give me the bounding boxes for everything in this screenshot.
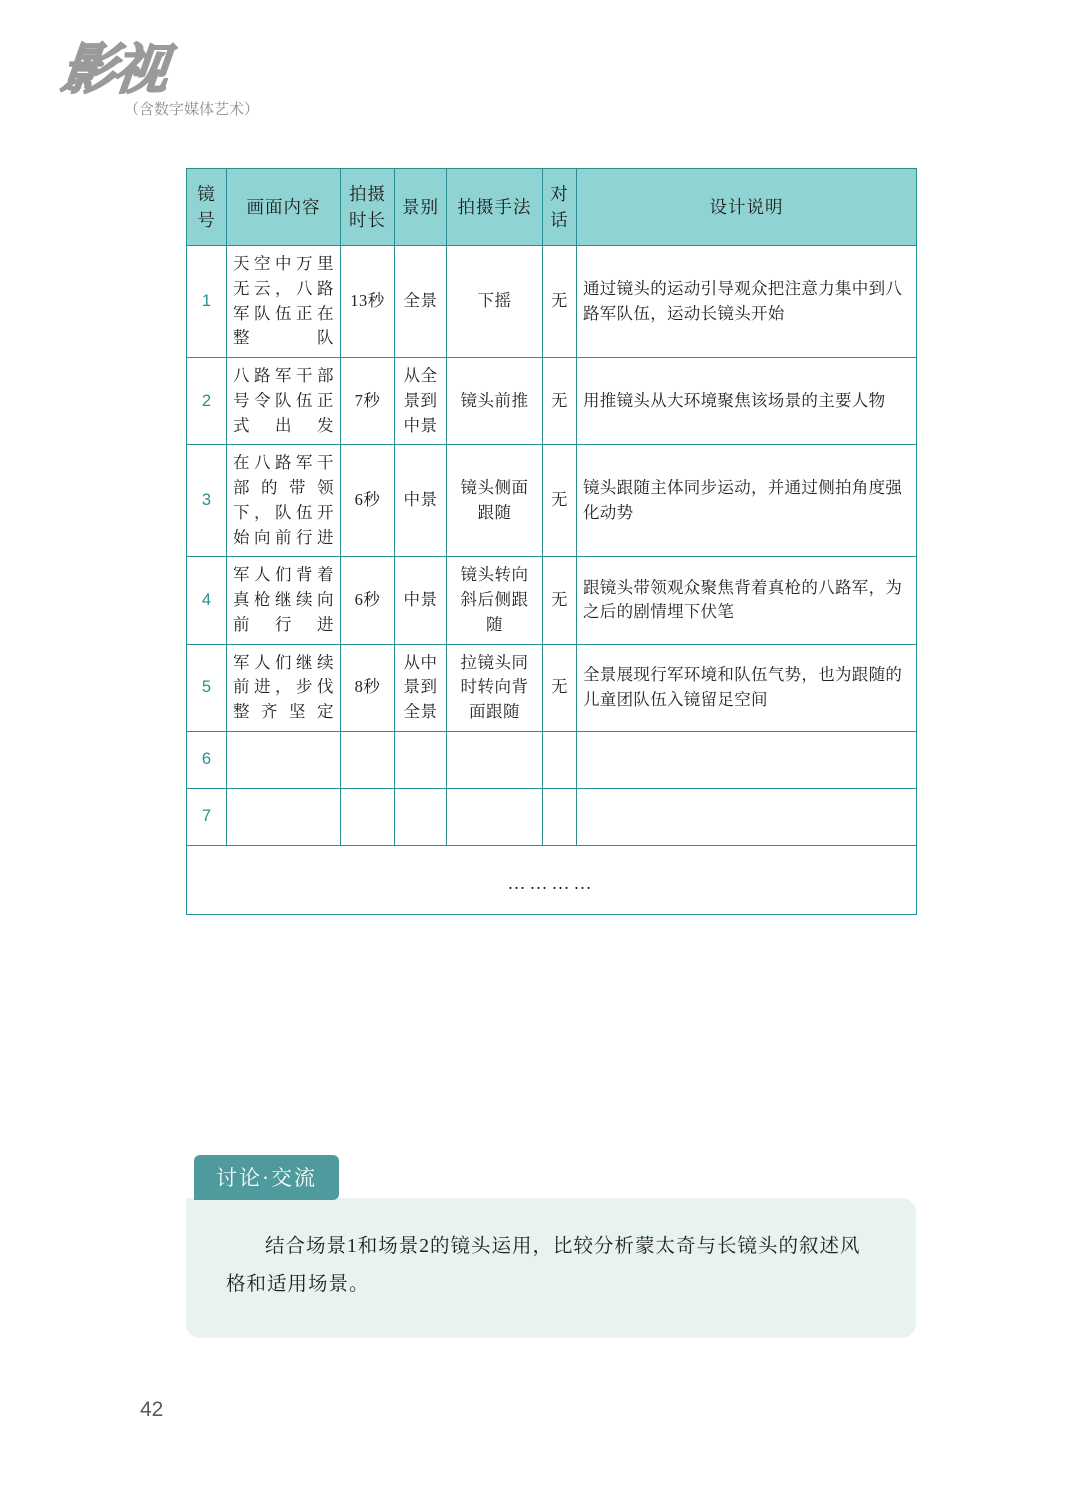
cell-frame-content: 天空中万里无云，八路军队伍正在整队 <box>227 246 341 358</box>
cell-dialog <box>543 788 577 845</box>
cell-dialog: 无 <box>543 445 577 557</box>
table-row <box>187 358 917 445</box>
discussion-body <box>186 1198 916 1338</box>
cell-frame-content: 军人们继续前进，步伐整齐坚定 <box>227 644 341 731</box>
table-row <box>187 557 917 644</box>
table-row <box>187 246 917 358</box>
cell-frame-content: 八路军干部号令队伍正式出发 <box>227 358 341 445</box>
cell-technique: 下摇 <box>447 246 543 358</box>
cell-dialog: 无 <box>543 644 577 731</box>
cell-technique: 镜头前推 <box>447 358 543 445</box>
cell-design-notes: 跟镜头带领观众聚焦背着真枪的八路军，为之后的剧情埋下伏笔 <box>577 557 917 644</box>
page-header <box>58 37 482 132</box>
cell-shot-size: 全景 <box>395 246 447 358</box>
cell-shot-number: 2 <box>187 358 227 445</box>
column-header-technique: 拍摄手法 <box>447 169 543 246</box>
cell-shot-size: 从中景到全景 <box>395 644 447 731</box>
table-row <box>187 644 917 731</box>
discussion-tab-label: 讨论·交流 <box>194 1155 339 1200</box>
cell-shot-number: 4 <box>187 557 227 644</box>
cell-technique: 镜头转向斜后侧跟随 <box>447 557 543 644</box>
continuation-dots: ………… <box>187 845 917 914</box>
cell-technique <box>447 731 543 788</box>
cell-duration: 13秒 <box>341 246 395 358</box>
column-header-design-notes: 设计说明 <box>577 169 917 246</box>
cell-frame-content <box>227 731 341 788</box>
publication-subtitle: （含数字媒体艺术） <box>124 102 260 118</box>
column-header-duration: 拍摄时长 <box>341 169 395 246</box>
cell-shot-size: 中景 <box>395 445 447 557</box>
cell-frame-content: 在八路军干部的带领下，队伍开始向前行进 <box>227 445 341 557</box>
storyboard-table-container <box>186 168 916 915</box>
cell-frame-content <box>227 788 341 845</box>
cell-shot-size <box>395 788 447 845</box>
table-row <box>187 788 917 845</box>
cell-shot-number: 5 <box>187 644 227 731</box>
cell-dialog: 无 <box>543 358 577 445</box>
cell-dialog: 无 <box>543 557 577 644</box>
cell-design-notes: 通过镜头的运动引导观众把注意力集中到八路军队伍，运动长镜头开始 <box>577 246 917 358</box>
cell-technique <box>447 788 543 845</box>
cell-design-notes <box>577 731 917 788</box>
cell-shot-size: 从全景到中景 <box>395 358 447 445</box>
page-number: 42 <box>140 1398 164 1421</box>
cell-dialog <box>543 731 577 788</box>
cell-design-notes: 全景展现行军环境和队伍气势，也为跟随的儿童团队伍入镜留足空间 <box>577 644 917 731</box>
storyboard-table <box>186 168 917 915</box>
discussion-text: 结合场景1和场景2的镜头运用，比较分析蒙太奇与长镜头的叙述风格和适用场景。 <box>226 1236 861 1296</box>
cell-duration: 7秒 <box>341 358 395 445</box>
cell-duration <box>341 788 395 845</box>
discussion-section <box>186 1155 916 1338</box>
cell-shot-size: 中景 <box>395 557 447 644</box>
column-header-shot-number: 镜号 <box>187 169 227 246</box>
cell-technique: 拉镜头同时转向背面跟随 <box>447 644 543 731</box>
table-header-row <box>187 169 917 246</box>
cell-shot-number: 3 <box>187 445 227 557</box>
cell-dialog: 无 <box>543 246 577 358</box>
cell-duration: 6秒 <box>341 445 395 557</box>
cell-frame-content: 军人们背着真枪继续向前行进 <box>227 557 341 644</box>
cell-shot-number: 7 <box>187 788 227 845</box>
cell-duration: 6秒 <box>341 557 395 644</box>
publication-logo: 影视 <box>58 37 170 101</box>
cell-shot-number: 1 <box>187 246 227 358</box>
column-header-frame-content: 画面内容 <box>227 169 341 246</box>
cell-shot-size <box>395 731 447 788</box>
cell-design-notes <box>577 788 917 845</box>
column-header-shot-size: 景别 <box>395 169 447 246</box>
table-row <box>187 445 917 557</box>
cell-design-notes: 镜头跟随主体同步运动，并通过侧拍角度强化动势 <box>577 445 917 557</box>
table-continuation-row <box>187 845 917 914</box>
cell-technique: 镜头侧面跟随 <box>447 445 543 557</box>
column-header-dialog: 对话 <box>543 169 577 246</box>
cell-shot-number: 6 <box>187 731 227 788</box>
cell-duration: 8秒 <box>341 644 395 731</box>
cell-design-notes: 用推镜头从大环境聚焦该场景的主要人物 <box>577 358 917 445</box>
cell-duration <box>341 731 395 788</box>
table-row <box>187 731 917 788</box>
